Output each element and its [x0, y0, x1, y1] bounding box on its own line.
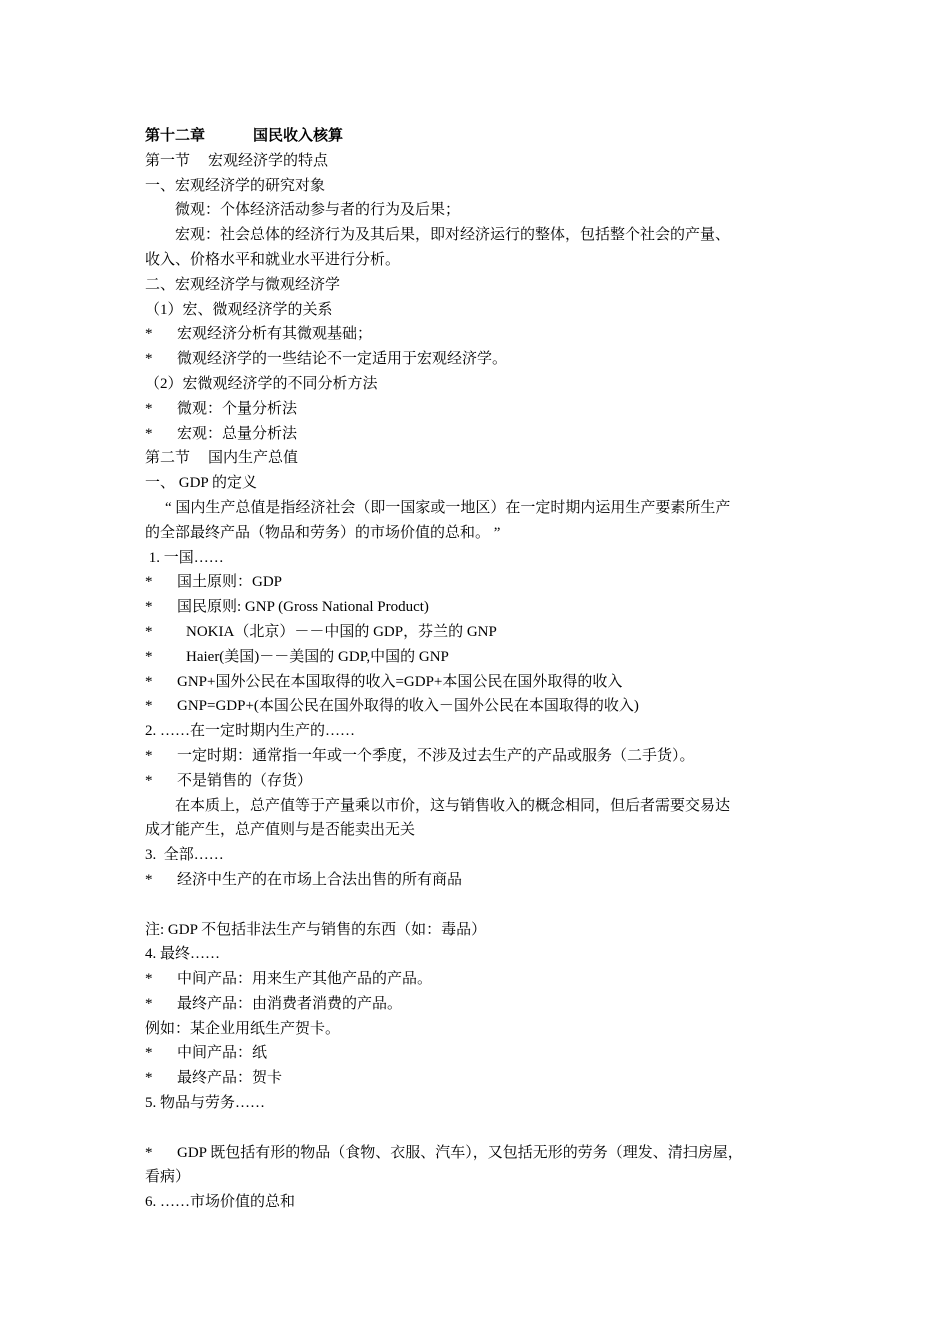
- numbered-item: 6. ……市场价值的总和: [145, 1194, 296, 1211]
- heading: 一、 GDP 的定义: [145, 475, 257, 492]
- list-item: * 中间产品：用来生产其他产品的产品。: [145, 971, 433, 988]
- blank-line: [145, 893, 825, 918]
- numbered-item: 5. 物品与劳务……: [145, 1095, 266, 1112]
- list-item: * GNP=GDP+(本国公民在国外取得的收入－国外公民在本国取得的收入): [145, 698, 639, 715]
- quote: 的全部最终产品（物品和劳务）的市场价值的总和。 ”: [145, 524, 501, 541]
- heading: 一、宏观经济学的研究对象: [145, 177, 326, 194]
- list-item: * 一定时期：通常指一年或一个季度，不涉及过去生产的产品或服务（二手货）。: [145, 747, 695, 764]
- list-item: * 宏观经济分析有其微观基础；: [145, 326, 373, 343]
- paragraph: 微观：个体经济活动参与者的行为及后果；: [175, 202, 461, 219]
- subheading: （2）宏微观经济学的不同分析方法: [145, 375, 378, 392]
- list-item: * Haier(美国)－－美国的 GDP,中国的 GNP: [145, 648, 449, 665]
- chapter-title: 第十二章 国民收入核算: [145, 128, 344, 144]
- subheading: （1）宏、微观经济学的关系: [145, 301, 333, 318]
- list-item: * 微观经济学的一些结论不一定适用于宏观经济学。: [145, 351, 508, 368]
- list-item: * GNP+国外公民在本国取得的收入=GDP+本国公民在国外取得的收入: [145, 673, 623, 690]
- numbered-item: 4. 最终……: [145, 946, 221, 963]
- list-item: * 最终产品：贺卡: [145, 1070, 283, 1087]
- quote: “ 国内生产总值是指经济社会（即一国家或一地区）在一定时期内运用生产要素所生产: [165, 499, 731, 516]
- note: 注: GDP 不包括非法生产与销售的东西（如：毒品）: [145, 921, 487, 938]
- list-item: * 微观：个量分析法: [145, 400, 298, 417]
- paragraph: 收入、价格水平和就业水平进行分析。: [145, 251, 401, 268]
- list-item: * 不是销售的（存货）: [145, 772, 313, 789]
- list-item: * GDP 既包括有形的物品（食物、衣服、汽车），又包括无形的劳务（理发、清扫房屋，: [145, 1144, 743, 1161]
- list-item: * 国民原则: GNP (Gross National Product): [145, 599, 429, 616]
- list-item-continuation: 看病）: [145, 1169, 191, 1186]
- blank-line: [145, 1116, 825, 1141]
- example: 例如：某企业用纸生产贺卡。: [145, 1020, 341, 1037]
- list-item: * 最终产品：由消费者消费的产品。: [145, 995, 403, 1012]
- document-body: [145, 124, 825, 1215]
- paragraph: 在本质上，总产值等于产量乘以市价，这与销售收入的概念相同，但后者需要交易达: [175, 797, 731, 814]
- numbered-item: 1. 一国……: [145, 549, 224, 566]
- section-heading: 第一节 宏观经济学的特点: [145, 152, 329, 169]
- list-item: * 宏观：总量分析法: [145, 425, 298, 442]
- section-heading: 第二节 国内生产总值: [145, 450, 299, 467]
- heading: 二、宏观经济学与微观经济学: [145, 276, 341, 293]
- numbered-item: 3. 全部……: [145, 847, 224, 864]
- list-item: * 国土原则：GDP: [145, 574, 283, 591]
- numbered-item: 2. ……在一定时期内生产的……: [145, 723, 356, 740]
- list-item: * 中间产品：纸: [145, 1045, 268, 1062]
- list-item: * 经济中生产的在市场上合法出售的所有商品: [145, 871, 463, 888]
- list-item: * NOKIA（北京）－－中国的 GDP，芬兰的 GNP: [145, 623, 497, 640]
- paragraph: 成才能产生，总产值则与是否能卖出无关: [145, 822, 416, 839]
- paragraph: 宏观：社会总体的经济行为及其后果，即对经济运行的整体，包括整个社会的产量、: [175, 227, 731, 244]
